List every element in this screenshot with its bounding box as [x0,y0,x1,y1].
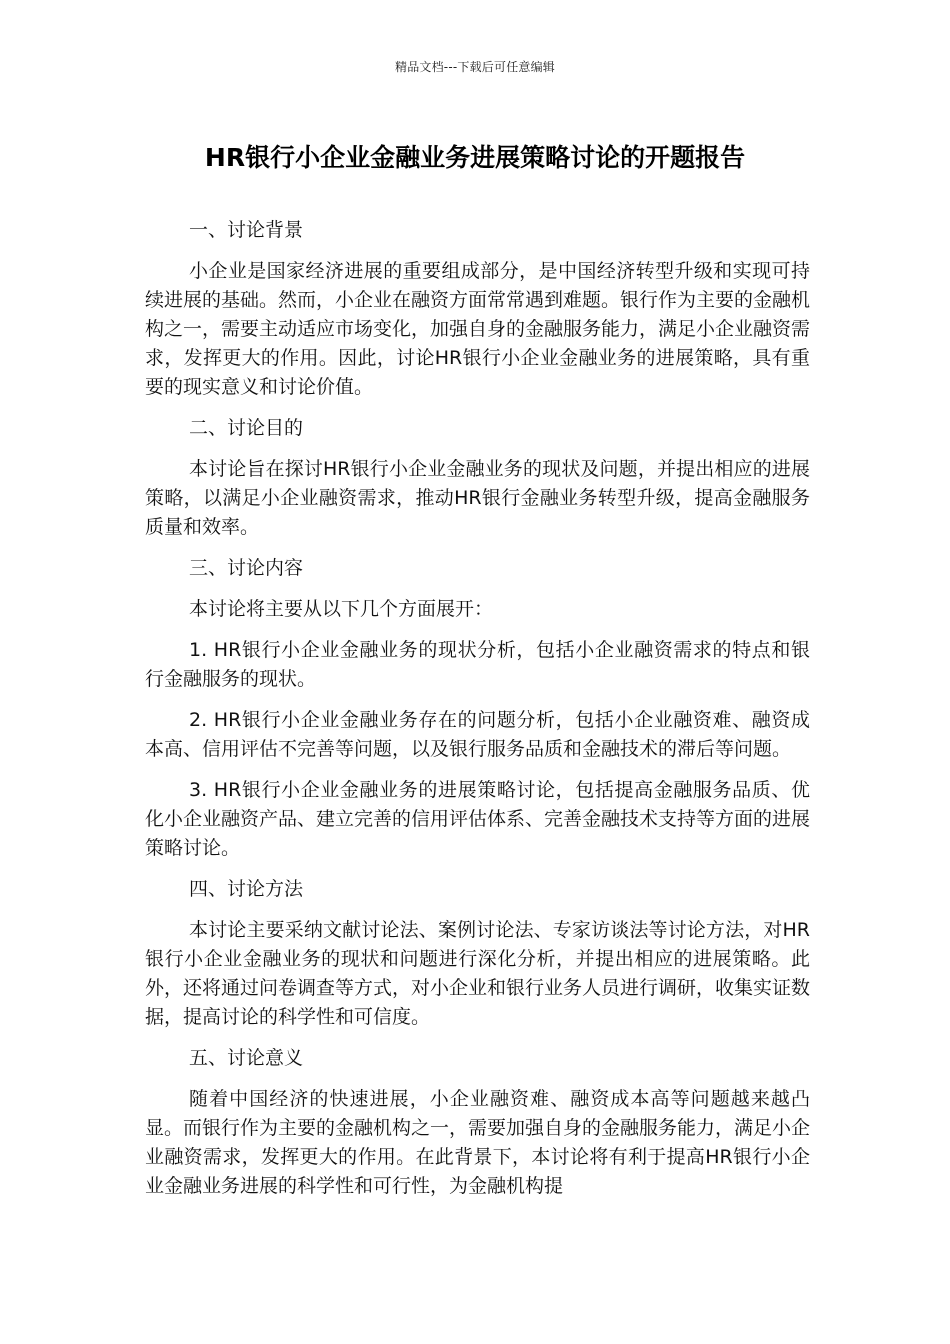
paragraph: 小企业是国家经济进展的重要组成部分，是中国经济转型升级和实现可持续进展的基础。然而，小企业在融资方面常常遇到难题。银行作为主要的金融机构之一，需要主动适应市场变化，加强自身的金融服务能力，满足小企业融资需求，发挥更大的作用。因此，讨论HR银行小企业金融业务的进展策略，具有重要的现实意义和讨论价值。 [145,260,811,398]
list-item: 3. HR银行小企业金融业务的进展策略讨论，包括提高金融服务品质、优化小企业融资产品、建立完善的信用评估体系、完善金融技术支持等方面的进展策略讨论。 [145,779,811,859]
section-heading-background: 一、讨论背景 [189,219,304,241]
list-item: 2. HR银行小企业金融业务存在的问题分析，包括小企业融资难、融资成本高、信用评估不完善等问题，以及银行服务品质和金融技术的滞后等问题。 [145,709,810,760]
section-heading-content: 三、讨论内容 [189,557,304,579]
document-body [145,216,810,1213]
header-note: 精品文档---下载后可任意编辑 [395,60,555,74]
paragraph: 本讨论旨在探讨HR银行小企业金融业务的现状及问题，并提出相应的进展策略，以满足小企业融资需求，推动HR银行金融业务转型升级，提高金融服务质量和效率。 [145,458,810,538]
section-heading-method: 四、讨论方法 [189,878,304,900]
document-title: HR银行小企业金融业务进展策略讨论的开题报告 [204,143,746,172]
section-heading-significance: 五、讨论意义 [189,1047,304,1069]
paragraph: 随着中国经济的快速进展，小企业融资难、融资成本高等问题越来越凸显。而银行作为主要的金融机构之一，需要加强自身的金融服务能力，满足小企业融资需求，发挥更大的作用。在此背景下，本讨论将有利于提高HR银行小企业金融业务进展的科学性和可行性，为金融机构提 [145,1088,811,1197]
list-item: 1. HR银行小企业金融业务的现状分析，包括小企业融资需求的特点和银行金融服务的现状。 [145,639,810,690]
section-heading-purpose: 二、讨论目的 [189,417,304,439]
paragraph: 本讨论主要采纳文献讨论法、案例讨论法、专家访谈法等讨论方法，对HR银行小企业金融业务的现状和问题进行深化分析，并提出相应的进展策略。此外，还将通过问卷调查等方式，对小企业和银行业务人员进行调研，收集实证数据，提高讨论的科学性和可信度。 [145,919,811,1028]
paragraph: 本讨论将主要从以下几个方面展开： [189,598,494,620]
